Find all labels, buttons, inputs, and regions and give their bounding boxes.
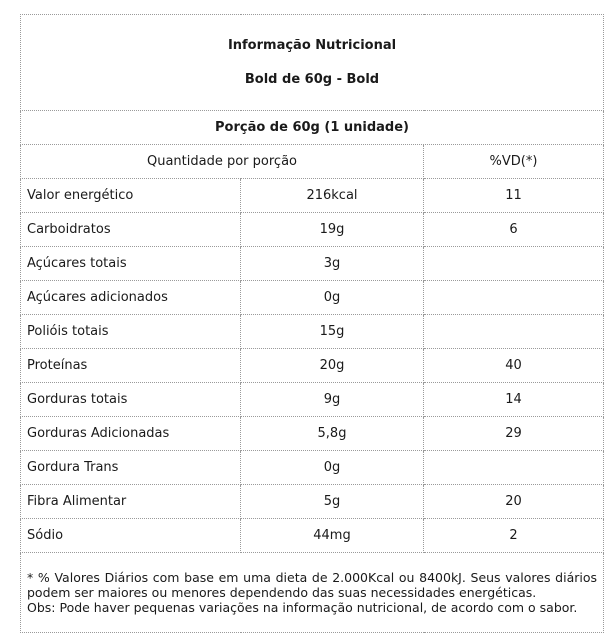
nutrient-row [21, 519, 604, 553]
nutrient-name: Açúcares adicionados [21, 281, 241, 315]
nutrient-quantity: 216kcal [241, 179, 424, 213]
nutrient-daily-value [424, 247, 604, 281]
nutrient-quantity: 15g [241, 315, 424, 349]
nutrient-name: Carboidratos [21, 213, 241, 247]
nutrient-daily-value: 29 [424, 417, 604, 451]
nutrient-daily-value: 40 [424, 349, 604, 383]
nutrition-table [20, 14, 604, 633]
nutrient-daily-value [424, 315, 604, 349]
nutrient-daily-value: 11 [424, 179, 604, 213]
nutrient-name: Açúcares totais [21, 247, 241, 281]
nutrient-row [21, 417, 604, 451]
nutrient-daily-value: 20 [424, 485, 604, 519]
nutrient-quantity: 20g [241, 349, 424, 383]
nutrient-quantity: 5,8g [241, 417, 424, 451]
nutrient-row [21, 213, 604, 247]
nutrient-name: Proteínas [21, 349, 241, 383]
vd-column-header: %VD(*) [424, 145, 604, 179]
product-name: Bold de 60g - Bold [244, 71, 380, 87]
observation-note: Obs: Pode haver pequenas variações na informação nutricional, de acordo com o sabor. [27, 600, 578, 615]
nutrient-quantity: 44mg [241, 519, 424, 553]
nutrient-row [21, 179, 604, 213]
nutrient-row [21, 485, 604, 519]
column-header-row [21, 145, 604, 179]
nutrient-row [21, 349, 604, 383]
portion-row [21, 111, 604, 145]
table-title: Informação Nutricional [227, 37, 397, 53]
nutrient-row [21, 247, 604, 281]
nutrient-quantity: 0g [241, 451, 424, 485]
nutrient-quantity: 9g [241, 383, 424, 417]
nutrient-name: Sódio [21, 519, 241, 553]
nutrient-quantity: 19g [241, 213, 424, 247]
nutrient-daily-value [424, 281, 604, 315]
nutrient-name: Gorduras Adicionadas [21, 417, 241, 451]
nutrient-quantity: 5g [241, 485, 424, 519]
nutrient-row [21, 315, 604, 349]
nutrient-daily-value: 14 [424, 383, 604, 417]
portion-size: Porção de 60g (1 unidade) [21, 111, 604, 145]
nutrient-name: Fibra Alimentar [21, 485, 241, 519]
nutrient-daily-value: 2 [424, 519, 604, 553]
footer-notes [21, 553, 604, 633]
nutrient-name: Valor energético [21, 179, 241, 213]
nutrient-quantity: 0g [241, 281, 424, 315]
quantity-column-header: Quantidade por porção [21, 145, 424, 179]
daily-values-note: * % Valores Diários com base em uma dieta de 2.000Kcal ou 8400kJ. Seus valores diários podem ser maiores ou menores dependendo das suas necessidades energéticas. [27, 570, 598, 600]
nutrient-quantity: 3g [241, 247, 424, 281]
nutrient-name: Polióis totais [21, 315, 241, 349]
nutrient-row [21, 451, 604, 485]
nutrient-name: Gordura Trans [21, 451, 241, 485]
header-row [21, 15, 604, 111]
nutrient-name: Gorduras totais [21, 383, 241, 417]
nutrient-row [21, 383, 604, 417]
nutrient-row [21, 281, 604, 315]
footer-row [21, 553, 604, 633]
table-header [21, 15, 604, 111]
nutrient-daily-value [424, 451, 604, 485]
nutrient-daily-value: 6 [424, 213, 604, 247]
